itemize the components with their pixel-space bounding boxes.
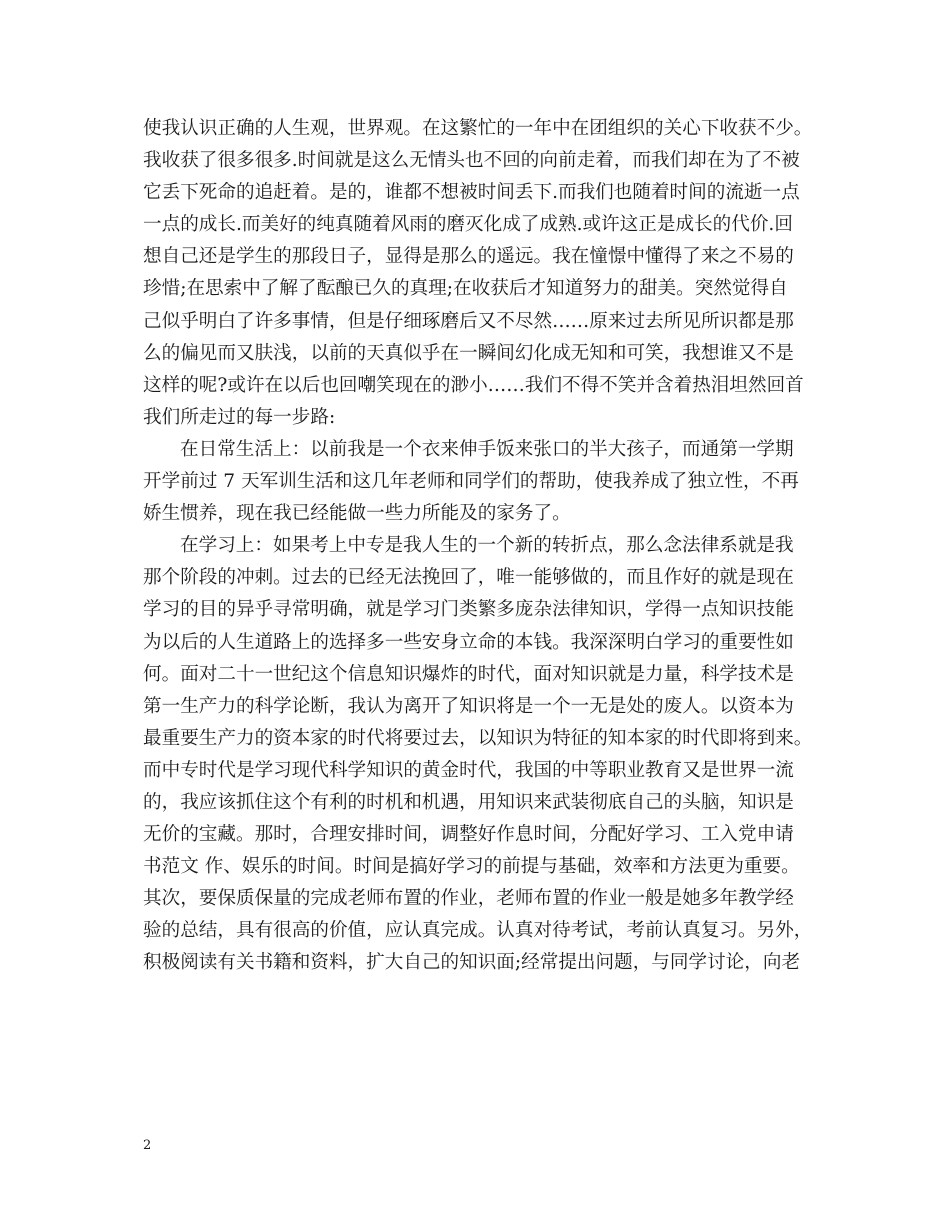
text-line: 学习的目的异乎寻常明确，就是学习门类繁多庞杂法律知识，学得一点知识技能	[143, 599, 794, 621]
text-line: 么的偏见而又肤浅，以前的天真似乎在一瞬间幻化成无知和可笑，我想谁又不是	[143, 342, 794, 364]
text-line: 娇生惯养，现在我已经能做一些力所能及的家务了。	[143, 503, 571, 525]
text-line: 使我认识正确的人生观，世界观。在这繁忙的一年中在团组织的关心下收获不少。	[143, 118, 813, 139]
text-line: 想自己还是学生的那段日子，显得是那么的遥远。我在憧憬中懂得了来之不易的	[143, 246, 794, 268]
text-line: 开学前过 7 天军训生活和这几年老师和同学们的帮助，使我养成了独立性，不再	[143, 471, 799, 493]
paragraph-start-line: 在日常生活上：以前我是一个衣来伸手饭来张口的半大孩子，而通第一学期	[180, 438, 794, 460]
text-line: 我们所走过的每一步路:	[143, 406, 336, 428]
text-line: 这样的呢?或许在以后也回嘲笑现在的渺小……我们不得不笑并含着热泪坦然回首	[143, 374, 804, 396]
text-line: 己似乎明白了许多事情，但是仔细琢磨后又不尽然……原来过去所见所识都是那	[143, 310, 794, 332]
text-line: 书范文 作、娱乐的时间。时间是搞好学习的前提与基础，效率和方法更为重要。	[143, 856, 800, 878]
body-text	[143, 113, 833, 980]
text-line: 一点的成长.而美好的纯真随着风雨的磨灭化成了成熟.或许这正是成长的代价.回	[143, 214, 793, 236]
page-number: 2	[143, 1138, 152, 1153]
text-line: 第一生产力的科学论断，我认为离开了知识将是一个一无是处的废人。以资本为	[143, 695, 794, 717]
text-line: 而中专时代是学习现代科学知识的黄金时代，我国的中等职业教育又是世界一流	[143, 759, 794, 781]
text-line: 珍惜;在思索中了解了酝酿已久的真理;在收获后才知道努力的甜美。突然觉得自	[143, 278, 788, 300]
text-line: 最重要生产力的资本家的时代将要过去，以知识为特征的知本家的时代即将到来。	[143, 727, 813, 749]
text-line: 的，我应该抓住这个有利的时机和机遇，用知识来武装彻底自己的头脑，知识是	[143, 791, 794, 813]
text-line: 无价的宝藏。那时，合理安排时间，调整好作息时间，分配好学习、工入党申请	[143, 824, 794, 846]
text-line: 何。面对二十一世纪这个信息知识爆炸的时代，面对知识就是力量，科学技术是	[143, 663, 794, 685]
text-line: 积极阅读有关书籍和资料，扩大自己的知识面;经常提出问题，与同学讨论，向老	[143, 952, 801, 974]
text-line: 我收获了很多很多.时间就是这么无情头也不回的向前走着，而我们却在为了不被	[143, 150, 800, 172]
text-line: 验的总结，具有很高的价值，应认真完成。认真对待考试，考前认真复习。另外，	[143, 920, 813, 942]
text-line: 它丢下死命的追赶着。是的，谁都不想被时间丢下.而我们也随着时间的流逝一点	[143, 182, 800, 204]
text-line: 那个阶段的冲刺。过去的已经无法挽回了，唯一能够做的，而且作好的就是现在	[143, 567, 794, 589]
paragraph-start-line: 在学习上：如果考上中专是我人生的一个新的转折点，那么念法律系就是我	[180, 535, 794, 557]
text-line: 其次，要保质保量的完成老师布置的作业，老师布置的作业一般是她多年教学经	[143, 888, 794, 910]
text-line: 为以后的人生道路上的选择多一些安身立命的本钱。我深深明白学习的重要性如	[143, 631, 794, 653]
